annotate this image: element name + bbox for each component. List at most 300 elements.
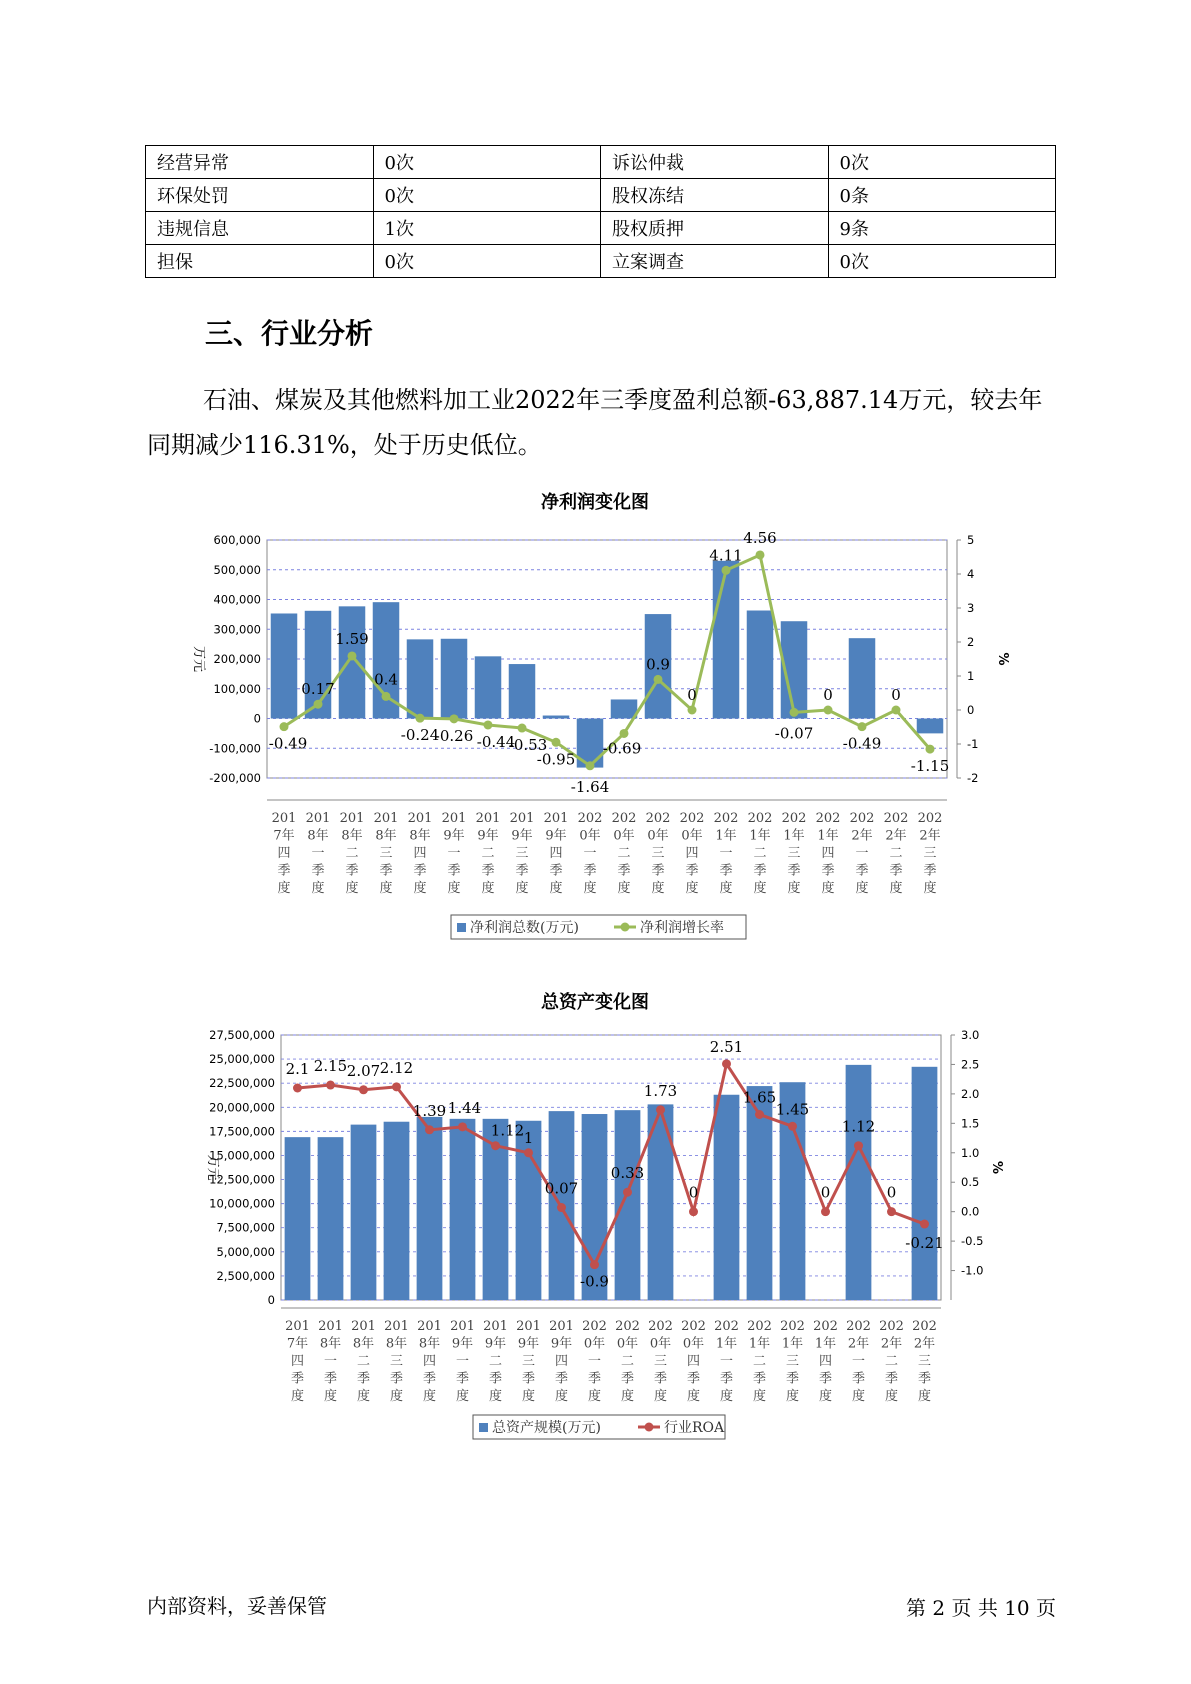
y-tick-label: 7,500,000 — [216, 1220, 275, 1235]
x-tick-label: 8年 — [418, 1336, 441, 1352]
x-tick-label: 8年 — [307, 828, 329, 844]
line-point — [722, 566, 731, 575]
y-axis-label: 万元 — [205, 1154, 220, 1181]
line-point — [892, 706, 901, 715]
y-tick-label: 15,000,000 — [209, 1148, 275, 1163]
x-tick-label: 9年 — [511, 828, 533, 844]
x-tick-label: 8年 — [409, 828, 431, 844]
bar — [912, 1067, 938, 1300]
risk-label: 担保 — [146, 245, 374, 278]
x-tick-label: 201 — [516, 1319, 541, 1334]
y-tick-label: 10,000,000 — [209, 1196, 275, 1211]
bar — [509, 664, 536, 718]
risk-label: 立案调查 — [601, 245, 829, 278]
data-label: 0.33 — [610, 1164, 645, 1183]
x-tick-label: 201 — [285, 1319, 310, 1334]
x-tick-label: 2年 — [913, 1336, 936, 1352]
page-prefix: 第 — [906, 1596, 927, 1620]
data-label: -0.21 — [905, 1234, 944, 1253]
x-tick-label: 202 — [582, 1319, 607, 1334]
y2-tick-label: 0.0 — [961, 1204, 980, 1219]
x-tick-label: 202 — [611, 811, 637, 826]
data-label: 1.12 — [841, 1117, 876, 1136]
risk-label: 股权冻结 — [601, 179, 829, 212]
x-tick-label: 一 — [447, 846, 461, 861]
line-point — [656, 1105, 665, 1114]
x-tick-label: 季 — [277, 863, 291, 879]
y-tick-label: 5,000,000 — [216, 1244, 275, 1259]
line-point — [524, 1148, 533, 1157]
line-point — [688, 706, 697, 715]
bar — [713, 561, 740, 719]
x-tick-label: 季 — [785, 1371, 800, 1387]
data-label: 4.56 — [743, 528, 777, 547]
bar — [271, 613, 298, 718]
line-point — [858, 722, 867, 731]
x-tick-label: 度 — [587, 1389, 602, 1404]
line-point — [824, 706, 833, 715]
x-tick-label: 202 — [917, 811, 943, 826]
footer-note: 内部资料，妥善保管 — [147, 1594, 327, 1618]
data-label: 0 — [886, 1183, 897, 1202]
line-point — [854, 1141, 863, 1150]
x-tick-label: 度 — [311, 881, 325, 896]
x-tick-label: 度 — [413, 881, 427, 896]
x-tick-label: 四 — [413, 846, 427, 861]
x-tick-label: 四 — [554, 1354, 569, 1369]
x-tick-label: 202 — [713, 811, 739, 826]
x-tick-label: 8年 — [385, 1336, 408, 1352]
y2-tick-label: 2.0 — [961, 1086, 980, 1101]
x-tick-label: 202 — [747, 811, 773, 826]
bar — [615, 1110, 641, 1300]
line-point — [590, 1260, 599, 1269]
data-label: 1.39 — [412, 1101, 447, 1120]
x-tick-label: 202 — [781, 811, 807, 826]
legend-bar-swatch — [479, 1423, 488, 1432]
x-tick-label: 度 — [821, 881, 835, 896]
chart-title: 净利润变化图 — [541, 492, 649, 513]
x-tick-label: 度 — [422, 1389, 437, 1404]
x-tick-label: 0年 — [579, 828, 601, 844]
x-tick-label: 度 — [884, 1389, 899, 1404]
x-tick-label: 季 — [917, 1371, 932, 1387]
x-tick-label: 0年 — [616, 1336, 639, 1352]
data-label: 0.17 — [301, 680, 335, 699]
data-label: 1 — [523, 1128, 534, 1147]
x-tick-label: 201 — [384, 1319, 409, 1334]
x-tick-label: 202 — [780, 1319, 805, 1334]
data-label: 1.59 — [335, 629, 369, 648]
x-tick-label: 度 — [345, 881, 359, 896]
x-tick-label: 二 — [488, 1354, 503, 1369]
data-label: -0.49 — [842, 734, 882, 753]
x-tick-label: 季 — [311, 863, 325, 879]
y-tick-label: -200,000 — [209, 771, 261, 785]
line-point — [280, 722, 289, 731]
x-tick-label: 季 — [651, 863, 665, 879]
y2-axis-label: % — [989, 1160, 1004, 1175]
x-tick-label: 202 — [681, 1319, 706, 1334]
x-tick-label: 1年 — [783, 828, 805, 844]
risk-value: 0次 — [373, 146, 601, 179]
x-tick-label: 201 — [351, 1319, 376, 1334]
bar — [917, 719, 944, 734]
bar — [407, 639, 434, 718]
line-point — [788, 1122, 797, 1131]
x-tick-label: 季 — [685, 863, 699, 879]
bar — [450, 1119, 476, 1300]
x-tick-label: 度 — [290, 1389, 305, 1404]
y-tick-label: 12,500,000 — [209, 1172, 275, 1187]
x-tick-label: 二 — [752, 1354, 767, 1369]
bar — [285, 1137, 311, 1300]
data-label: 0 — [891, 686, 901, 704]
x-tick-label: 度 — [889, 881, 903, 896]
y-tick-label: 0 — [267, 1293, 275, 1307]
data-label: 0 — [687, 686, 697, 704]
x-tick-label: 季 — [617, 863, 631, 879]
x-tick-label: 一 — [719, 1354, 734, 1369]
x-tick-label: 201 — [318, 1319, 343, 1334]
x-tick-label: 202 — [679, 811, 705, 826]
x-tick-label: 度 — [389, 1389, 404, 1404]
x-tick-label: 度 — [923, 881, 937, 896]
risk-label: 违规信息 — [146, 212, 374, 245]
bar — [339, 606, 366, 718]
x-tick-label: 度 — [818, 1389, 833, 1404]
data-label: 0.4 — [374, 670, 398, 689]
x-tick-label: 度 — [455, 1389, 470, 1404]
line-point — [689, 1207, 698, 1216]
x-tick-label: 度 — [488, 1389, 503, 1404]
y-tick-label: 200,000 — [213, 652, 261, 666]
y-tick-label: 17,500,000 — [209, 1124, 275, 1139]
y2-tick-label: 1.5 — [961, 1116, 980, 1131]
x-tick-label: 7年 — [286, 1336, 309, 1352]
x-tick-label: 202 — [714, 1319, 739, 1334]
line-point — [314, 700, 323, 709]
line-point — [392, 1082, 401, 1091]
x-tick-label: 度 — [277, 881, 291, 896]
industry-paragraph: 石油、煤炭及其他燃料加工业2022年三季度盈利总额-63,887.14万元，较去年同期减少116.31%，处于历史低位。 — [147, 386, 1043, 459]
x-tick-label: 季 — [583, 863, 597, 879]
data-label: 0 — [688, 1183, 699, 1202]
y2-tick-label: 0 — [967, 703, 975, 717]
x-tick-label: 三 — [379, 846, 393, 861]
legend-line-label: 行业ROA — [664, 1420, 725, 1436]
y-tick-label: 400,000 — [213, 592, 261, 607]
risk-label: 环保处罚 — [146, 179, 374, 212]
legend-line-marker — [645, 1423, 654, 1432]
x-tick-label: 1年 — [715, 828, 737, 844]
y2-tick-label: -1 — [967, 737, 979, 751]
x-tick-label: 度 — [685, 881, 699, 896]
data-label: 1.12 — [490, 1121, 525, 1140]
line-point — [821, 1207, 830, 1216]
x-tick-label: 度 — [521, 1389, 536, 1404]
x-tick-label: 0年 — [647, 828, 669, 844]
x-tick-label: 季 — [653, 1371, 668, 1387]
x-tick-label: 季 — [686, 1371, 701, 1387]
x-tick-label: 季 — [323, 1371, 338, 1387]
x-tick-label: 8年 — [375, 828, 397, 844]
x-tick-label: 四 — [290, 1354, 305, 1369]
line-point — [623, 1188, 632, 1197]
y-tick-label: 0 — [253, 711, 261, 726]
x-tick-label: 1年 — [781, 1336, 804, 1352]
data-label: -0.44 — [476, 732, 516, 751]
bar — [417, 1117, 443, 1300]
x-tick-label: 度 — [651, 881, 665, 896]
legend-line-label: 净利润增长率 — [640, 920, 724, 936]
bar — [318, 1137, 344, 1300]
x-tick-label: 201 — [407, 811, 433, 826]
data-label: 2.1 — [285, 1060, 310, 1078]
bar — [475, 656, 502, 718]
risk-row — [146, 146, 1056, 179]
x-tick-label: 9年 — [443, 828, 465, 844]
y2-tick-label: 2 — [967, 635, 975, 649]
x-tick-label: 7年 — [273, 828, 295, 844]
x-tick-label: 三 — [653, 1354, 668, 1369]
data-label: 2.12 — [379, 1058, 414, 1077]
page-mid: 页 共 — [951, 1596, 998, 1620]
y-tick-label: 100,000 — [213, 681, 261, 696]
data-label: 4.11 — [709, 546, 743, 565]
x-tick-label: 202 — [813, 1319, 838, 1334]
x-tick-label: 季 — [488, 1371, 503, 1387]
legend-bar-label: 总资产规模(万元) — [492, 1420, 601, 1436]
x-tick-label: 度 — [719, 881, 733, 896]
x-tick-label: 1年 — [817, 828, 839, 844]
risk-row — [146, 212, 1056, 245]
x-tick-label: 202 — [747, 1319, 772, 1334]
line-point — [722, 1059, 731, 1068]
data-label: 2.15 — [313, 1057, 348, 1076]
x-tick-label: 二 — [345, 846, 359, 861]
data-label: 2.51 — [709, 1037, 744, 1056]
x-tick-label: 三 — [515, 846, 529, 861]
line-point — [586, 761, 595, 770]
y2-tick-label: -2 — [967, 771, 979, 785]
data-label: -0.53 — [508, 736, 548, 755]
line-point — [458, 1122, 467, 1131]
x-tick-label: 季 — [752, 1371, 767, 1387]
x-tick-label: 季 — [413, 863, 427, 879]
line-point — [557, 1203, 566, 1212]
x-tick-label: 三 — [917, 1354, 932, 1369]
data-label: -0.26 — [434, 726, 474, 745]
x-tick-label: 1年 — [715, 1336, 738, 1352]
data-label: -0.9 — [580, 1272, 609, 1291]
x-tick-label: 四 — [818, 1354, 833, 1369]
x-tick-label: 季 — [422, 1371, 437, 1387]
y-axis-label: 万元 — [191, 645, 206, 673]
x-tick-label: 季 — [554, 1371, 569, 1387]
x-tick-label: 一 — [583, 846, 597, 861]
data-label: -0.07 — [774, 724, 814, 743]
x-tick-label: 一 — [587, 1354, 602, 1369]
risk-value: 0次 — [828, 146, 1056, 179]
section-heading: 三、行业分析 — [205, 317, 374, 350]
x-tick-label: 季 — [851, 1371, 866, 1387]
x-tick-label: 202 — [846, 1319, 871, 1334]
x-tick-label: 季 — [884, 1371, 899, 1387]
line-point — [755, 1110, 764, 1119]
bar — [846, 1065, 872, 1300]
y-tick-label: 300,000 — [213, 622, 261, 637]
x-tick-label: 201 — [475, 811, 501, 826]
x-tick-label: 度 — [620, 1389, 635, 1404]
x-tick-label: 四 — [422, 1354, 437, 1369]
x-tick-label: 季 — [515, 863, 529, 879]
x-tick-label: 度 — [379, 881, 393, 896]
x-tick-label: 一 — [855, 846, 869, 861]
x-tick-label: 8年 — [341, 828, 363, 844]
x-tick-label: 度 — [785, 1389, 800, 1404]
x-tick-label: 四 — [686, 1354, 701, 1369]
line-point — [926, 745, 935, 754]
x-tick-label: 9年 — [484, 1336, 507, 1352]
y-tick-label: 22,500,000 — [209, 1076, 275, 1091]
line-point — [887, 1207, 896, 1216]
x-tick-label: 四 — [549, 846, 563, 861]
x-tick-label: 度 — [753, 881, 767, 896]
legend-bar-swatch — [457, 923, 466, 932]
data-label: 2.07 — [346, 1061, 381, 1080]
risk-row — [146, 245, 1056, 278]
data-label: -0.69 — [602, 739, 642, 758]
y2-tick-label: 3.0 — [961, 1028, 980, 1042]
bar — [849, 638, 876, 718]
x-tick-label: 二 — [884, 1354, 899, 1369]
x-tick-label: 1年 — [749, 828, 771, 844]
risk-label: 股权质押 — [601, 212, 829, 245]
x-tick-label: 一 — [851, 1354, 866, 1369]
x-tick-label: 三 — [785, 1354, 800, 1369]
x-tick-label: 201 — [417, 1319, 442, 1334]
x-tick-label: 三 — [787, 846, 801, 861]
x-tick-label: 季 — [521, 1371, 536, 1387]
x-tick-label: 一 — [719, 846, 733, 861]
bar — [384, 1122, 410, 1300]
data-label: 1.44 — [447, 1098, 482, 1117]
x-tick-label: 季 — [787, 863, 801, 879]
x-tick-label: 202 — [849, 811, 875, 826]
x-tick-label: 季 — [821, 863, 835, 879]
x-tick-label: 二 — [889, 846, 903, 861]
risk-value: 0次 — [373, 245, 601, 278]
data-label: 0.9 — [646, 655, 670, 674]
line-point — [293, 1084, 302, 1093]
y-tick-label: -100,000 — [209, 741, 261, 756]
x-tick-label: 201 — [441, 811, 467, 826]
y2-axis-label: % — [995, 652, 1010, 666]
x-tick-label: 度 — [447, 881, 461, 896]
x-tick-label: 二 — [617, 846, 631, 861]
x-tick-label: 度 — [617, 881, 631, 896]
x-tick-label: 季 — [587, 1371, 602, 1387]
x-tick-label: 度 — [787, 881, 801, 896]
bar — [516, 1121, 542, 1300]
net-profit-chart — [0, 490, 1191, 970]
y2-tick-label: 1 — [967, 669, 975, 683]
y2-tick-label: 4 — [967, 567, 975, 581]
x-tick-label: 0年 — [583, 1336, 606, 1352]
legend-bar-label: 净利润总数(万元) — [470, 920, 579, 936]
x-tick-label: 度 — [686, 1389, 701, 1404]
line-point — [382, 692, 391, 701]
x-tick-label: 201 — [339, 811, 365, 826]
data-label: -1.64 — [570, 777, 610, 796]
risk-value: 9条 — [828, 212, 1056, 245]
x-tick-label: 8年 — [319, 1336, 342, 1352]
x-tick-label: 9年 — [545, 828, 567, 844]
bar — [543, 716, 570, 719]
x-tick-label: 季 — [345, 863, 359, 879]
line-point — [416, 714, 425, 723]
x-tick-label: 季 — [290, 1371, 305, 1387]
line-point — [326, 1081, 335, 1090]
y2-tick-label: 1.0 — [961, 1145, 980, 1160]
x-tick-label: 季 — [447, 863, 461, 879]
bar — [747, 611, 774, 719]
x-tick-label: 201 — [549, 1319, 574, 1334]
x-tick-label: 202 — [815, 811, 841, 826]
line-point — [518, 724, 527, 733]
data-label: -1.15 — [910, 757, 950, 776]
line-point — [450, 714, 459, 723]
page-current: 2 — [932, 1596, 946, 1620]
x-tick-label: 二 — [620, 1354, 635, 1369]
risk-info-table — [145, 145, 1056, 278]
x-tick-label: 1年 — [748, 1336, 771, 1352]
x-tick-label: 季 — [356, 1371, 371, 1387]
line-point — [359, 1085, 368, 1094]
x-tick-label: 季 — [620, 1371, 635, 1387]
line-point — [654, 675, 663, 684]
x-tick-label: 202 — [912, 1319, 937, 1334]
x-tick-label: 二 — [356, 1354, 371, 1369]
x-tick-label: 201 — [509, 811, 535, 826]
x-tick-label: 季 — [481, 863, 495, 879]
line-point — [484, 720, 493, 729]
y-tick-label: 20,000,000 — [209, 1100, 275, 1115]
x-tick-label: 一 — [323, 1354, 338, 1369]
x-tick-label: 202 — [577, 811, 603, 826]
x-tick-label: 2年 — [919, 828, 941, 844]
x-tick-label: 2年 — [885, 828, 907, 844]
x-tick-label: 度 — [855, 881, 869, 896]
x-tick-label: 度 — [752, 1389, 767, 1404]
y2-tick-label: 0.5 — [961, 1175, 980, 1190]
y2-tick-label: 3 — [967, 601, 975, 615]
line-point — [491, 1141, 500, 1150]
x-tick-label: 202 — [879, 1319, 904, 1334]
x-tick-label: 度 — [356, 1389, 371, 1404]
line-point — [620, 729, 629, 738]
x-tick-label: 度 — [549, 881, 563, 896]
y-tick-label: 2,500,000 — [216, 1268, 275, 1283]
x-tick-label: 0年 — [613, 828, 635, 844]
x-tick-label: 202 — [615, 1319, 640, 1334]
x-tick-label: 1年 — [814, 1336, 837, 1352]
y-tick-label: 600,000 — [213, 533, 261, 547]
data-label: 1.65 — [742, 1088, 777, 1107]
data-label: -0.95 — [536, 750, 576, 769]
line-point — [920, 1220, 929, 1229]
